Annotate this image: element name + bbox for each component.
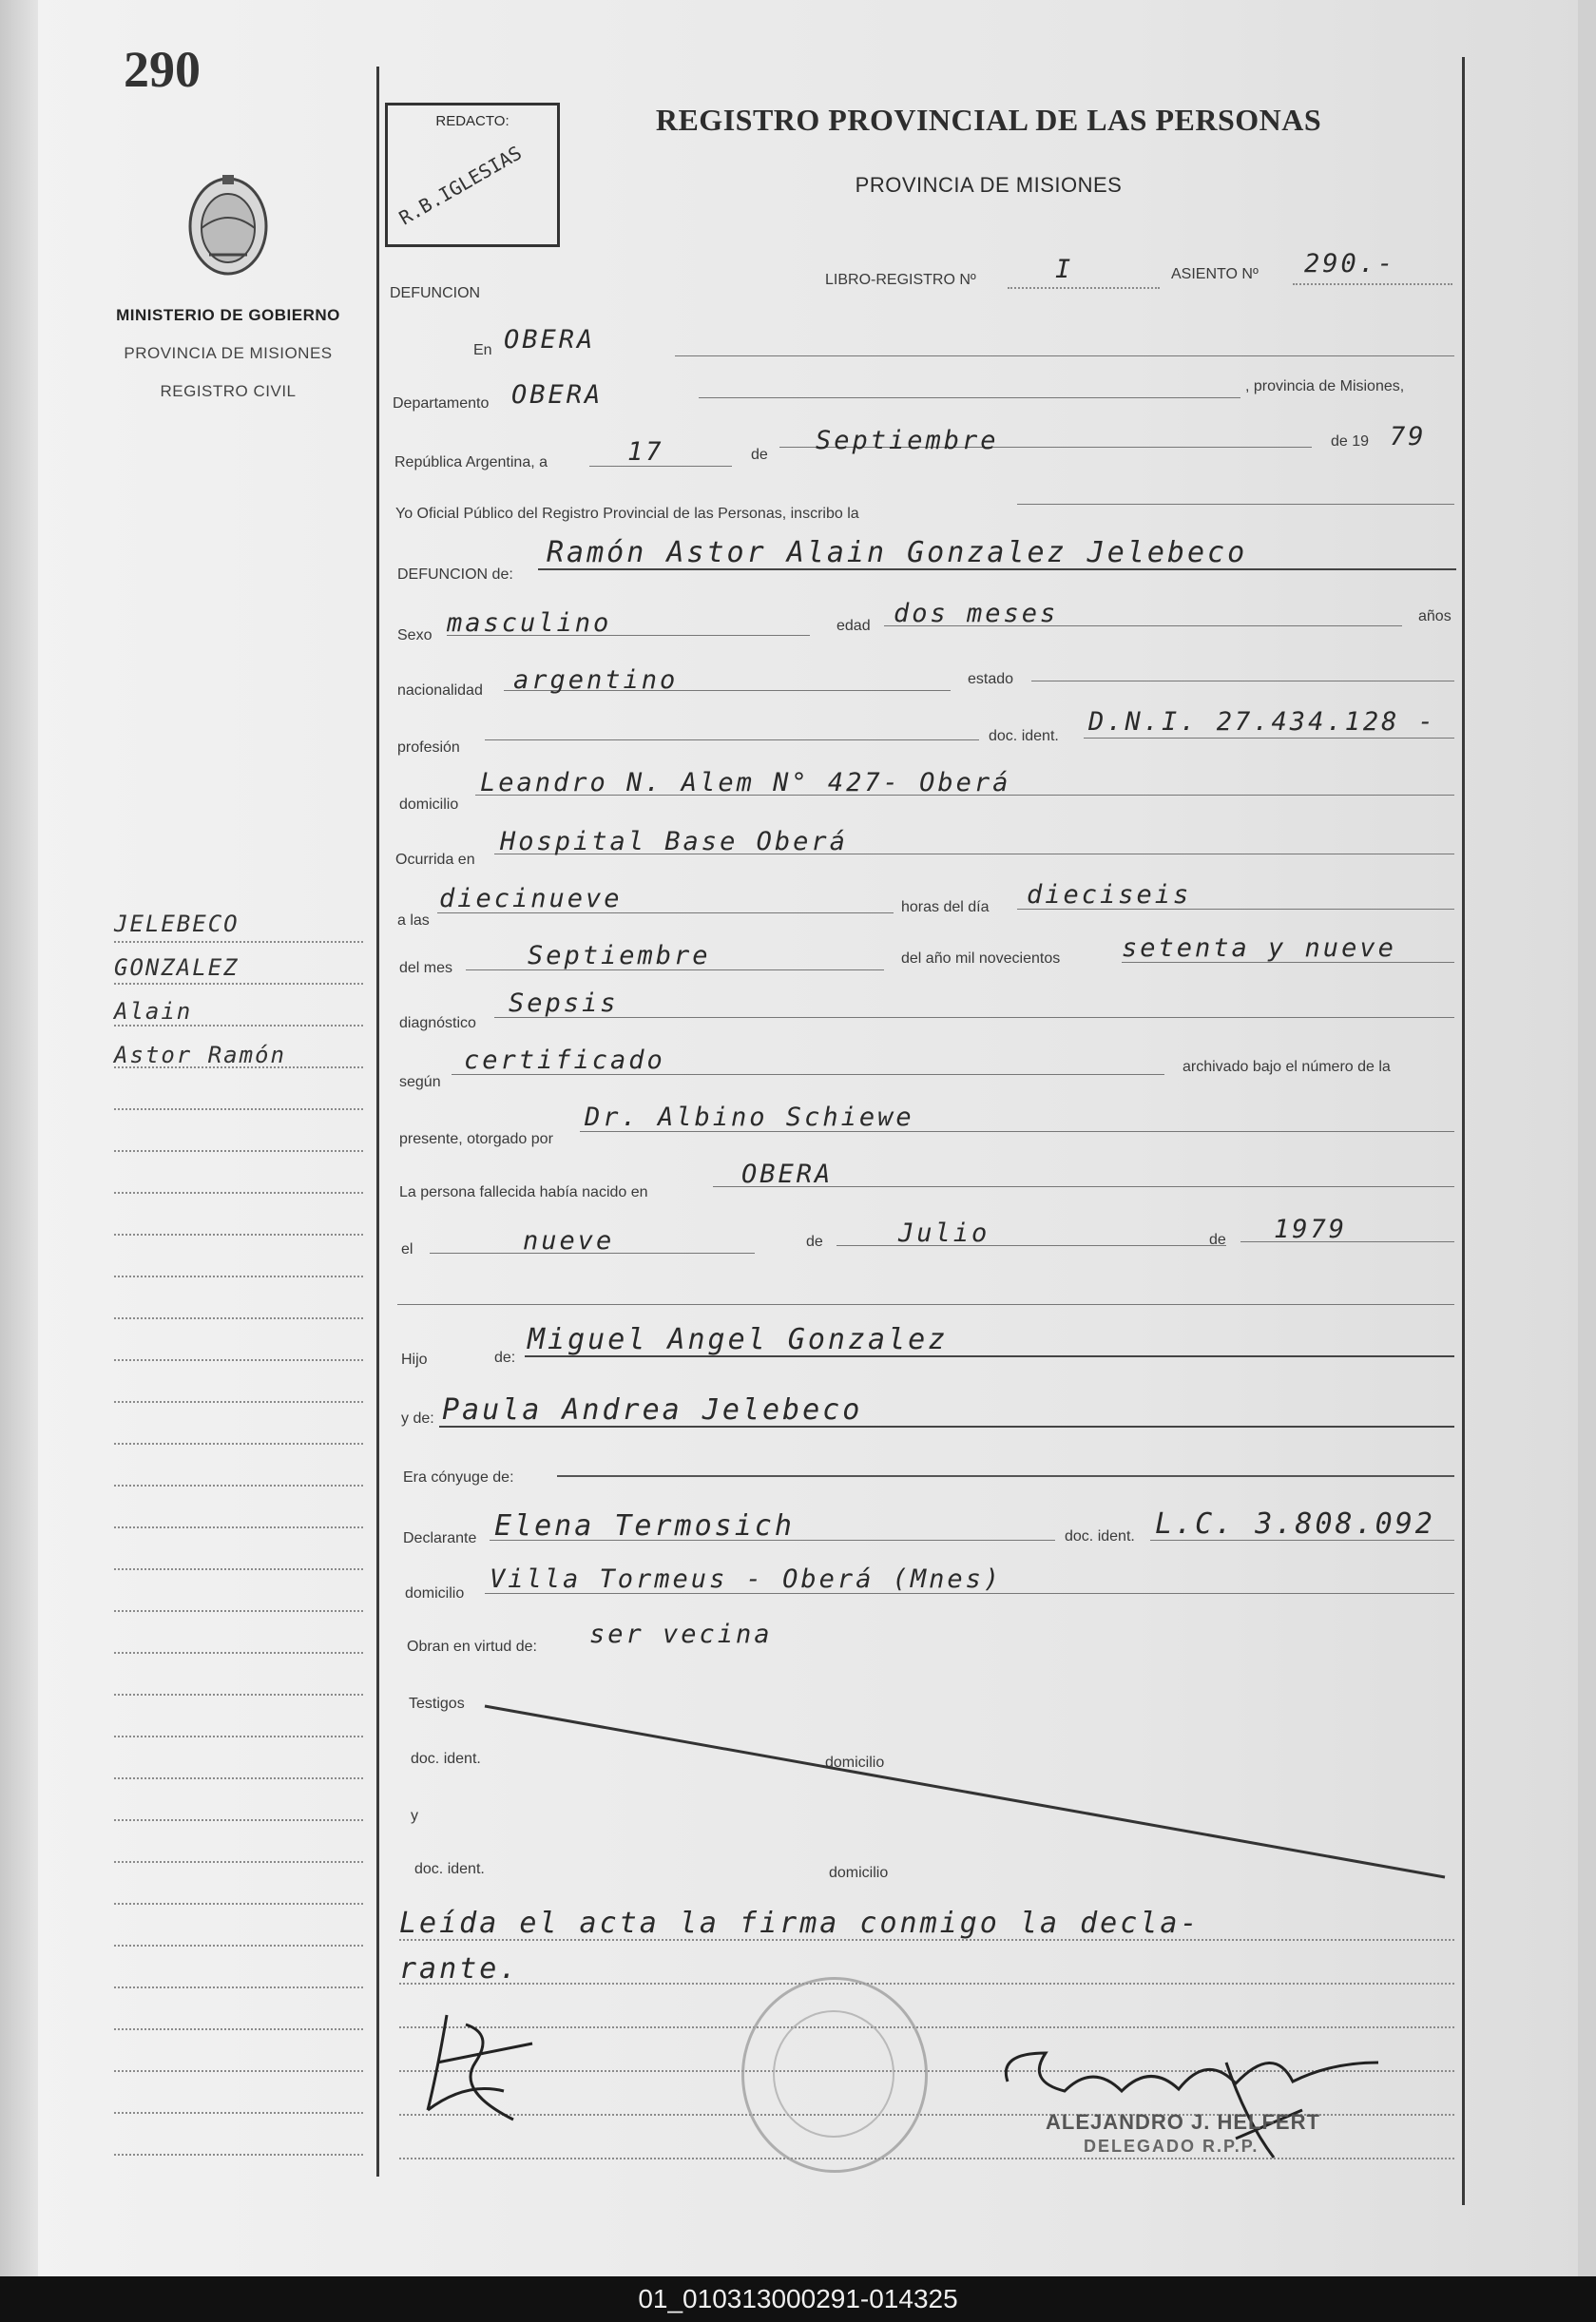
nac-anio-value: 1979 [1274, 1215, 1348, 1244]
testigo2-doc-label: doc. ident. [414, 1861, 485, 1877]
declarante-signature-icon [409, 1996, 551, 2139]
fecha-de-anio-label: de 19 [1331, 433, 1370, 450]
margin-rule [114, 1945, 363, 1947]
doc-ident-label: doc. ident. [989, 728, 1059, 744]
edad-value: dos meses [894, 599, 1059, 628]
margin-rule [114, 1610, 363, 1612]
oficial-line [1017, 504, 1454, 505]
nac-de2-label: de [1209, 1232, 1226, 1248]
stamp-name: ALEJANDRO J. HELFERT [1046, 2110, 1320, 2134]
margin-rule [114, 1234, 363, 1236]
del-mes-label: del mes [399, 960, 453, 976]
padre-value: Miguel Angel Gonzalez [528, 1323, 949, 1356]
en-line [675, 355, 1454, 356]
right-form-border [1462, 57, 1465, 2205]
official-seal-icon [741, 1977, 928, 2173]
sexo-value: masculino [447, 608, 612, 638]
defuncion-label: DEFUNCION [390, 285, 481, 301]
sexo-label: Sexo [397, 627, 433, 643]
margin-rule [114, 1777, 363, 1779]
redacto-value: R.B.IGLESIAS [394, 141, 526, 230]
testigo2-domicilio-label: domicilio [829, 1865, 889, 1881]
stamp-role: DELEGADO R.P.P. [1084, 2137, 1259, 2156]
dia-texto-value: dieciseis [1027, 880, 1192, 910]
fecha-de-label: de [751, 447, 768, 463]
declarante-doc-value: L.C. 3.808.092 [1155, 1507, 1435, 1541]
segun-label: según [399, 1074, 441, 1090]
nacionalidad-label: nacionalidad [397, 682, 483, 699]
closing-line-2: rante. [399, 1952, 520, 1986]
obran-value: ser vecina [589, 1620, 773, 1649]
margin-rule [114, 1108, 363, 1110]
margin-rule [114, 2070, 363, 2072]
form-rule [399, 1983, 1454, 1985]
doc-value: D.N.I. 27.434.128 - [1088, 707, 1436, 737]
fecha-mes-value: Septiembre [816, 426, 999, 455]
libro-line [1008, 287, 1160, 289]
nac-dia-value: nueve [523, 1226, 615, 1256]
page-number: 290 [124, 41, 201, 98]
page-title: REGISTRO PROVINCIAL DE LAS PERSONAS [655, 103, 1322, 137]
margin-rule [114, 941, 363, 943]
margin-rule [114, 2112, 363, 2114]
departamento-label: Departamento [393, 395, 490, 412]
y-de-label: y de: [401, 1410, 434, 1427]
margin-rule [114, 1736, 363, 1737]
hijo-label: Hijo [401, 1352, 428, 1368]
domicilio-label: domicilio [399, 796, 459, 813]
margin-name-1: JELEBECO [114, 911, 240, 937]
nac-mes-value: Julio [898, 1219, 990, 1248]
horas-dia-label: horas del día [901, 899, 990, 915]
closing-line-1: Leída el acta la firma conmigo la decla- [399, 1907, 1201, 1940]
testigo1-doc-label: doc. ident. [411, 1751, 481, 1767]
libro-value: I [1055, 255, 1074, 284]
binding-spine [0, 0, 38, 2276]
margin-rule [114, 1819, 363, 1821]
redacto-box [385, 103, 560, 247]
ministry-line-2: PROVINCIA DE MISIONES [124, 344, 333, 362]
archivado-label: archivado bajo el número de la [1183, 1059, 1391, 1075]
fecha-dia-value: 17 [627, 437, 664, 467]
presente-label: presente, otorgado por [399, 1131, 553, 1147]
page-subtitle: PROVINCIA DE MISIONES [855, 173, 1123, 197]
margin-rule [114, 1150, 363, 1152]
departamento-line [699, 397, 1240, 398]
domicilio-value: Leandro N. Alem N° 427- Oberá [480, 768, 1011, 797]
nacido-value: OBERA [741, 1160, 834, 1189]
obran-label: Obran en virtud de: [407, 1639, 537, 1655]
libro-label: LIBRO-REGISTRO Nº [825, 272, 976, 288]
margin-rule [114, 1694, 363, 1696]
margin-rule [114, 2028, 363, 2030]
testigo1-domicilio-label: domicilio [825, 1755, 885, 1771]
margin-rule [114, 1652, 363, 1654]
nacionalidad-value: argentino [513, 665, 679, 695]
page-edge [1578, 0, 1596, 2276]
form-rule [399, 1939, 1454, 1941]
nac-anio-line [1240, 1241, 1454, 1242]
departamento-value: OBERA [511, 380, 604, 410]
blank-line [397, 1304, 1454, 1305]
defuncion-de-label: DEFUNCION de: [397, 566, 513, 583]
provincia-label: , provincia de Misiones, [1245, 378, 1405, 394]
nacido-label: La persona fallecida había nacido en [399, 1184, 648, 1200]
oficial-text: Yo Oficial Público del Registro Provincial de las Personas, inscribo la [395, 506, 859, 522]
edad-label: edad [836, 618, 871, 634]
de-padre-label: de: [494, 1350, 516, 1366]
fecha-anio-value: 79 [1390, 422, 1427, 451]
el-label: el [401, 1241, 413, 1257]
declarante-label: Declarante [403, 1530, 477, 1546]
margin-rule [114, 1066, 363, 1068]
republica-label: República Argentina, a [394, 454, 548, 470]
coat-of-arms-icon [181, 169, 276, 283]
margin-rule [114, 2154, 363, 2156]
margin-rule [114, 983, 363, 985]
estado-label: estado [968, 671, 1014, 687]
declarante-domicilio-label: domicilio [405, 1585, 465, 1602]
diagnostico-value: Sepsis [509, 988, 619, 1018]
margin-rule [114, 1276, 363, 1277]
conyuge-label: Era cónyuge de: [403, 1469, 514, 1486]
declarante-domicilio-value: Villa Tormeus - Oberá (Mnes) [490, 1564, 1003, 1594]
asiento-line [1293, 283, 1452, 285]
profesion-label: profesión [397, 739, 460, 756]
doc-line [1084, 738, 1454, 739]
diagnostico-line [494, 1017, 1454, 1018]
profesion-line [485, 739, 979, 740]
hijo-suffix: o [418, 1352, 428, 1368]
margin-name-2: GONZALEZ [114, 954, 240, 981]
nac-mes-line [836, 1245, 1226, 1246]
margin-rule [114, 1568, 363, 1570]
left-form-border [376, 67, 379, 2177]
margin-rule [114, 1903, 363, 1905]
nac-de-label: de [806, 1234, 823, 1250]
margin-rule [114, 1485, 363, 1487]
margin-rule [114, 1317, 363, 1319]
mes-texto-value: Septiembre [528, 941, 711, 970]
margin-rule [114, 1986, 363, 1988]
nombre-value: Ramón Astor Alain Gonzalez Jelebeco [547, 536, 1248, 569]
declarante-value: Elena Termosich [494, 1509, 795, 1543]
margin-rule [114, 1401, 363, 1403]
margin-name-4: Astor Ramón [114, 1042, 286, 1068]
asiento-value: 290.- [1304, 249, 1396, 278]
anios-label: años [1418, 608, 1452, 624]
anio-mil-label: del año mil novecientos [901, 950, 1061, 967]
hora-value: diecinueve [439, 884, 623, 913]
margin-rule [114, 1192, 363, 1194]
redacto-label: REDACTO: [435, 113, 510, 129]
margin-name-3: Alain [114, 998, 193, 1025]
a-las-label: a las [397, 912, 430, 929]
margin-rule [114, 1526, 363, 1528]
margin-rule [114, 1443, 363, 1445]
declarante-doc-label: doc. ident. [1065, 1528, 1135, 1545]
diagnostico-label: diagnóstico [399, 1015, 476, 1031]
en-label: En [473, 342, 492, 358]
otorgado-value: Dr. Albino Schiewe [585, 1103, 914, 1132]
ocurrida-value: Hospital Base Oberá [500, 827, 848, 856]
en-value: OBERA [504, 325, 596, 355]
image-code: 01_010313000291-014325 [0, 2276, 1596, 2322]
anio-texto-value: setenta y nueve [1122, 933, 1396, 963]
ministry-line-3: REGISTRO CIVIL [160, 382, 297, 400]
margin-rule [114, 1025, 363, 1027]
madre-value: Paula Andrea Jelebeco [442, 1393, 863, 1427]
testigo-y-label: y [411, 1808, 418, 1824]
margin-rule [114, 1359, 363, 1361]
segun-value: certificado [464, 1046, 665, 1075]
testigos-cancel-line [475, 1701, 1454, 1891]
ocurrida-label: Ocurrida en [395, 852, 475, 868]
ministry-line-1: MINISTERIO DE GOBIERNO [116, 306, 340, 324]
margin-rule [114, 1861, 363, 1863]
conyuge-line [557, 1475, 1454, 1477]
asiento-label: ASIENTO Nº [1171, 266, 1259, 282]
testigos-label: Testigos [409, 1696, 465, 1712]
